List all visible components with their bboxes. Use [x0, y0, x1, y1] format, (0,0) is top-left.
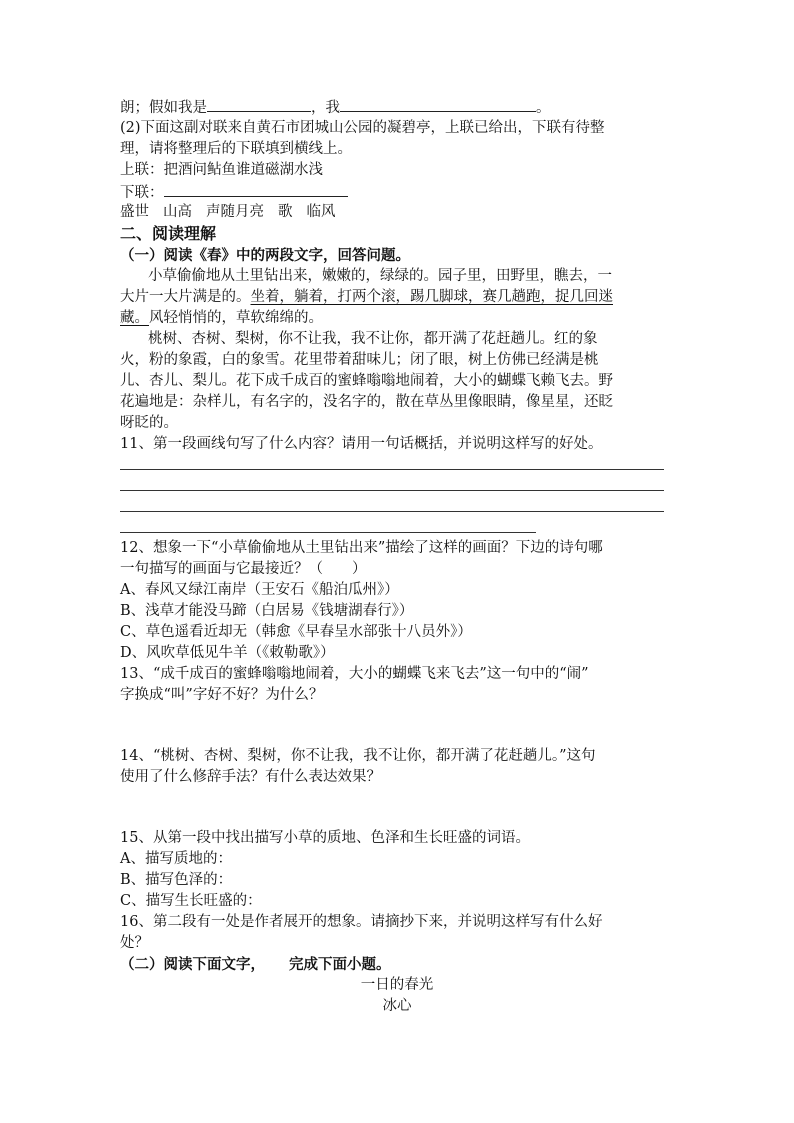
q15-option-c: C、描写生长旺盛的： [120, 893, 262, 909]
part2-heading [120, 954, 391, 975]
essay-title: 一日的春光 [360, 977, 434, 993]
answer-line[interactable] [120, 532, 536, 533]
q15-option-a: A、描写质地的： [120, 851, 232, 867]
question-11: 11、第一段画线句写了什么内容？请用一句话概括，并说明这样写的好处。 [120, 436, 603, 452]
passage-text: 大片一大片满是的。 [120, 289, 251, 305]
question-14-line-2: 使用了什么修辞手法？有什么表达效果？ [120, 769, 381, 785]
passage-para2-line: 火，粉的象霞，白的象雪。花里带着甜味儿；闭了眼，树上仿佛已经满是桃 [120, 352, 599, 368]
q12-option-c[interactable]: C、草色遥看近却无（韩愈《早春呈水部张十八员外》） [120, 624, 472, 640]
word-bank [120, 202, 336, 223]
couplet-question-line-1: (2)下面这副对联来自黄石市团城山公园的凝碧亭，上联已给出，下联有待整 [120, 120, 605, 136]
question-12-line-1: 12、想象一下“小草偷偷地从土里钻出来”描绘了这样的画面？下边的诗句哪 [120, 540, 603, 556]
question-15: 15、从第一段中找出描写小草的质地、色泽和生长旺盛的词语。 [120, 830, 530, 846]
passage-para1-line [120, 287, 613, 308]
underlined-sentence: 藏。 [120, 310, 149, 326]
question-13-line-2: 字换成“叫”字好不好？为什么？ [120, 687, 324, 703]
passage-para1-line [120, 308, 323, 329]
part1-heading: （一）阅读《春》中的两段文字，回答问题。 [120, 247, 410, 264]
q12-option-b[interactable]: B、浅草才能没马蹄（白居易《钱塘湖春行》） [120, 603, 414, 619]
q12-option-d[interactable]: D、风吹草低见牛羊（《敕勒歌》） [120, 645, 335, 661]
passage-para2-line: 儿、杏儿、梨儿。花下成千成百的蜜蜂嗡嗡地闹着，大小的蝴蝶飞赖飞去。野 [120, 373, 613, 389]
word-item: 声随月亮 [206, 204, 264, 220]
passage-para2-line: 呀眨的。 [120, 415, 178, 431]
word-item: 临风 [306, 204, 336, 220]
question-12-line-2: 一句描写的画面与它最接近？（ ） [120, 561, 367, 577]
answer-blank-1[interactable] [207, 96, 311, 112]
word-item: 山高 [163, 204, 192, 220]
q15-option-b: B、描写色泽的： [120, 872, 233, 888]
question-13-line-1: 13、“成千成百的蜜蜂嗡嗡地闹着，大小的蝴蝶飞来飞去”这一句中的“闹” [120, 666, 589, 682]
part2-heading-a: （二）阅读下面文字， [120, 956, 265, 973]
question-14-line-1: 14、“桃树、杏树、梨树，你不让我，我不让你，都开满了花赶趟儿。”这句 [120, 748, 596, 764]
passage-para2-line: 花遍地是：杂样儿，有名字的，没名字的，散在草丛里像眼睛，像星星，还眨 [120, 394, 613, 410]
answer-line[interactable] [120, 490, 664, 491]
part2-heading-b: 完成下面小题。 [289, 956, 391, 973]
essay-author: 冰心 [382, 998, 412, 1014]
section-heading: 二、阅读理解 [120, 224, 217, 243]
question-16-line-2: 处？ [120, 935, 149, 951]
word-item: 盛世 [120, 204, 149, 220]
word-item: 歌 [278, 204, 293, 220]
answer-blank-2[interactable] [340, 96, 536, 112]
couplet-question-line-2: 理，请将整理后的下联填到横线上。 [120, 141, 352, 157]
underlined-sentence: 坐着，躺着，打两个滚，踢几脚球，赛几趟跑，捉几回迷 [250, 289, 613, 305]
fill-text-1: 朗；假如我是 [120, 100, 207, 116]
fill-in-sentence [120, 96, 551, 119]
answer-line[interactable] [120, 511, 664, 512]
lower-couplet [120, 181, 348, 204]
lower-couplet-label: 下联： [120, 185, 164, 201]
passage-para2-line: 桃树、杏树、梨树，你不让我，我不让你，都开满了花赶趟儿。红的象 [148, 331, 598, 347]
passage-text: 风轻悄悄的，草软绵绵的。 [149, 310, 323, 326]
q12-option-a[interactable]: A、春风又绿江南岸（王安石《船泊瓜州》） [120, 582, 399, 598]
upper-couplet: 上联：把酒问鲇鱼谁道磁湖水浅 [120, 162, 323, 178]
lower-couplet-blank[interactable] [164, 181, 348, 197]
question-16-line-1: 16、第二段有一处是作者展开的想象。请摘抄下来，并说明这样写有什么好 [120, 914, 603, 930]
answer-line[interactable] [120, 469, 664, 470]
fill-text-3: 。 [536, 100, 551, 116]
passage-para1-line: 小草偷偷地从土里钻出来，嫩嫩的，绿绿的。园子里，田野里，瞧去，一 [148, 268, 612, 284]
fill-text-2: ，我 [311, 100, 340, 116]
